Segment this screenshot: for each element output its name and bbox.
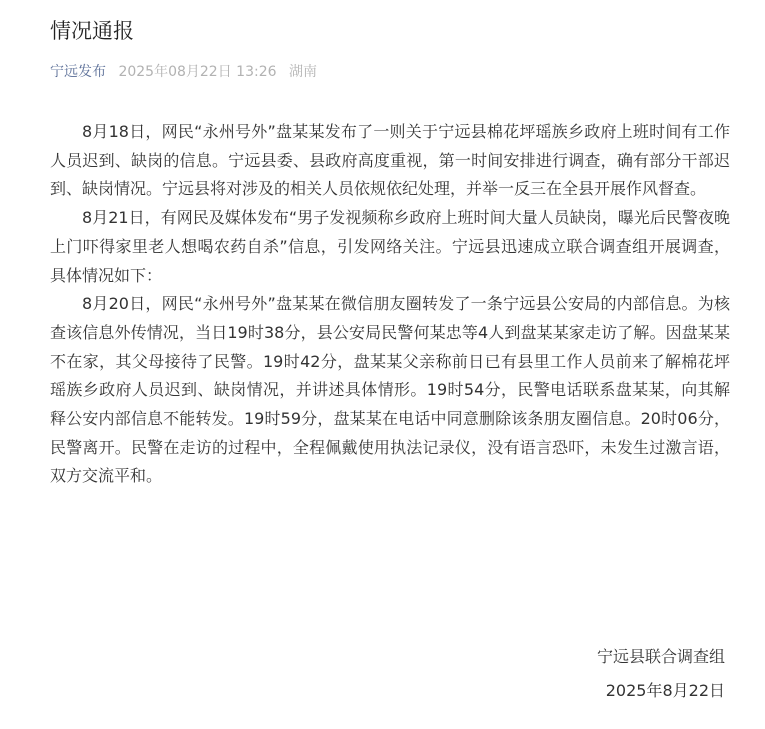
paragraph-2: 8月21日，有网民及媒体发布“男子发视频称乡政府上班时间大量人员缺岗，曝光后民警夜晚上门吓得家里老人想喝农药自杀”信息，引发网络关注。宁远县迅速成立联合调查组开展调查，具体情况如下：: [50, 208, 730, 285]
source-account-link[interactable]: 宁远发布: [50, 64, 106, 80]
publish-datetime: 2025年08月22日 13:26: [118, 64, 277, 80]
paragraph-1: 8月18日，网民“永州号外”盘某某发布了一则关于宁远县棉花坪瑶族乡政府上班时间有工作人员迟到、缺岗的信息。宁远县委、县政府高度重视，第一时间安排进行调查，确有部分干部迟到、缺岗情况。宁远县将对涉及的相关人员依规依纪处理，并举一反三在全县开展作风督查。: [50, 122, 730, 199]
article-meta: [50, 62, 317, 82]
publish-region: 湖南: [288, 64, 317, 80]
signature-date: 2025年8月22日: [605, 681, 725, 700]
page-title: 情况通报: [50, 19, 134, 43]
signature-org: 宁远县联合调查组: [596, 647, 725, 666]
paragraph-3: 8月20日，网民“永州号外”盘某某在微信朋友圈转发了一条宁远县公安局的内部信息。为核查该信息外传情况，当日19时38分，县公安局民警何某忠等4人到盘某某家走访了解。因盘某某不在家，其父母接待了民警。19时42分，盘某某父亲称前日已有县里工作人员前来了解棉花坪瑶族乡政府人员迟到、缺岗情况，并讲述具体情形。19时54分，民警电话联系盘某某，向其解释公安内部信息不能转发。19时59分，盘某某在电话中同意删除该条朋友圈信息。20时06分，民警离开。民警在走访的过程中，全程佩戴使用执法记录仪，没有语言恐吓，未发生过激言语，双方交流平和。: [50, 294, 730, 486]
article-body: [50, 118, 730, 491]
